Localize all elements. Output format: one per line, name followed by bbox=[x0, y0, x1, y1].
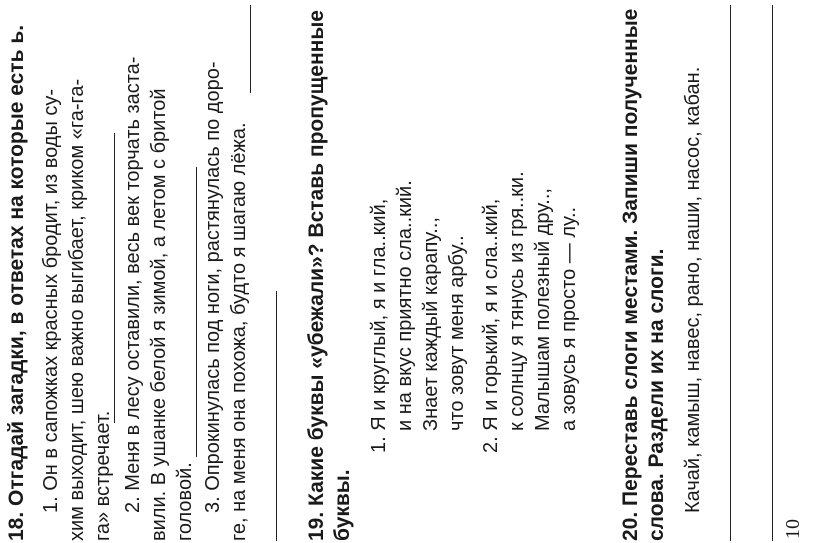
task-19-title-line-2: буквы. bbox=[331, 469, 354, 541]
poem-2-line-2: к солнцу я тянусь из гря..ки. bbox=[506, 171, 528, 431]
task-20-title-line-1: 20. Переставь слоги местами. Запиши полученные bbox=[619, 8, 642, 541]
riddle-3-line-2: ге, на меня она похожа, будто я шагаю лёжа. bbox=[228, 122, 250, 541]
riddle-2-line-2: вили. В ушанке белой я зимой, а летом с бритой bbox=[148, 88, 170, 541]
task-18-title: 18. Отгадай загадки, в ответах на которые есть ь. bbox=[5, 24, 28, 541]
riddle-1-line-1: 1. Он в сапожках красных бродит, из воды су- bbox=[40, 88, 62, 513]
poem-2-line-3: Малышам полезный дру.., bbox=[532, 188, 554, 431]
answer-line-2 bbox=[196, 167, 197, 457]
riddle-2-line-3: головой. bbox=[174, 462, 196, 541]
answer-line-1 bbox=[114, 133, 115, 423]
riddle-1-line-3: га» встречает. bbox=[92, 410, 114, 541]
task-20-title-line-2: слова. Раздели их на слоги. bbox=[645, 248, 668, 541]
riddle-3-line-1: 3. Опрокинулась под ноги, растянулась по доро- bbox=[202, 61, 224, 513]
writing-line-2 bbox=[772, 5, 773, 541]
task-20-words: Качай, камыш, навес, рано, наши, насос, кабан. bbox=[682, 66, 704, 513]
riddle-2-line-1: 2. Меня в лесу оставили, весь век торчать заста- bbox=[122, 56, 144, 513]
poem-1-line-1: 1. Я и круглый, я и гла..кий, bbox=[368, 198, 390, 453]
poem-1-line-4: что зовут меня арбу.. bbox=[446, 235, 468, 431]
answer-line-3a bbox=[250, 5, 251, 93]
poem-1-line-3: Знает каждый карапу.., bbox=[420, 217, 442, 431]
page-number: 10 bbox=[782, 519, 804, 539]
task-19-title-line-1: 19. Какие буквы «убежали»? Вставь пропущенные bbox=[305, 10, 328, 541]
answer-line-3b bbox=[276, 291, 277, 541]
riddle-1-line-2: хим выходит, шею важно выгибает, криком «га-га- bbox=[66, 78, 88, 541]
poem-2-line-1: 2. Я и горький, я и сла..кий, bbox=[480, 198, 502, 453]
poem-1-line-2: и на вкус приятно сла..кий. bbox=[394, 180, 416, 431]
poem-2-line-4: а зовусь я просто — лу.. bbox=[558, 206, 580, 431]
writing-line-1 bbox=[730, 5, 731, 541]
